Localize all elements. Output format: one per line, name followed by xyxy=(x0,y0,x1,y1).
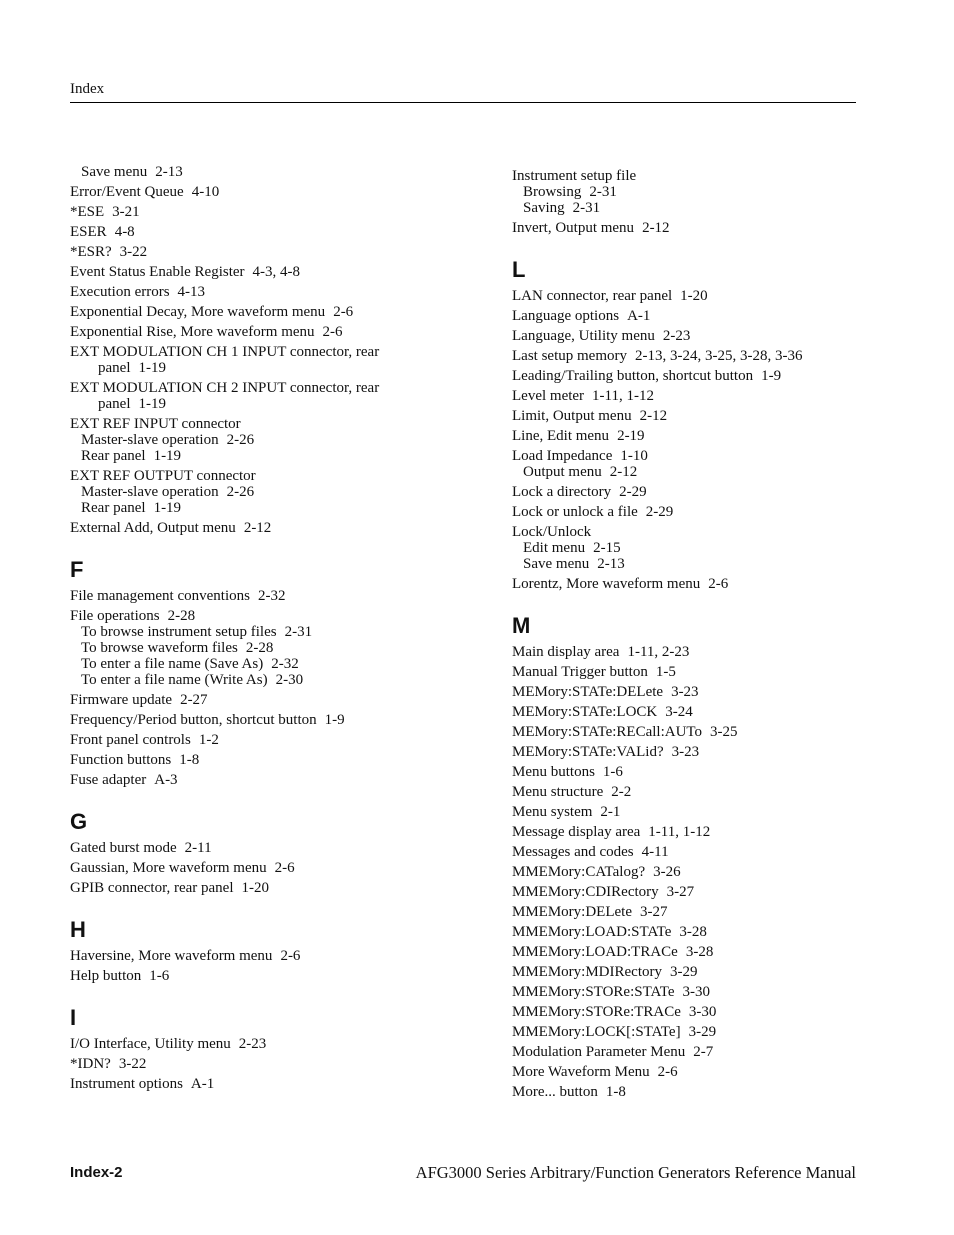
index-subentry xyxy=(70,448,470,464)
index-entry-pages: 3-24 xyxy=(665,704,693,720)
index-entry-pages: 2-15 xyxy=(593,540,621,556)
index-entry-term: Event Status Enable Register xyxy=(70,264,245,280)
index-entry-pages: 2-28 xyxy=(167,608,196,624)
index-entry-pages: 2-27 xyxy=(180,692,208,708)
index-entry-term: Master-slave operation xyxy=(81,432,219,448)
index-entry-pages: A-1 xyxy=(190,1076,215,1092)
index-entry-pages: 3-27 xyxy=(639,904,668,920)
index-entry-term: I/O Interface, Utility menu xyxy=(70,1036,231,1052)
index-entry xyxy=(70,184,470,200)
index-entry-term: Instrument options xyxy=(70,1076,183,1092)
index-entry xyxy=(70,304,470,320)
index-entry xyxy=(512,644,862,660)
index-subentry xyxy=(70,656,470,672)
index-subentry xyxy=(70,640,470,656)
index-entry-term: Menu structure xyxy=(512,784,604,800)
index-entry-term: EXT MODULATION CH 1 INPUT connector, rear xyxy=(70,344,380,360)
index-entry-term: Menu system xyxy=(512,804,593,820)
index-entry-term: Exponential Rise, More waveform menu xyxy=(70,324,315,340)
index-entry xyxy=(512,804,862,820)
index-entry xyxy=(512,328,862,344)
index-entry-term: MEMory:STATe:RECall:AUTo xyxy=(512,724,703,740)
index-entry-term: Function buttons xyxy=(70,752,172,768)
index-entry xyxy=(512,408,862,424)
index-entry-pages: 2-13 xyxy=(597,556,625,572)
index-entry xyxy=(512,484,862,500)
index-entry-pages: 3-22 xyxy=(118,1056,147,1072)
index-entry xyxy=(512,684,862,700)
index-entry-term: Lorentz, More waveform menu xyxy=(512,576,701,592)
index-entry xyxy=(512,984,862,1000)
index-entry-pages: 2-30 xyxy=(275,672,304,688)
index-entry xyxy=(512,1004,862,1020)
index-entry-pages: 2-26 xyxy=(226,432,255,448)
index-entry-pages: 2-6 xyxy=(708,576,729,592)
index-entry xyxy=(70,860,470,876)
index-entry-pages: 2-7 xyxy=(693,1044,714,1060)
index-entry-pages: 2-19 xyxy=(617,428,645,444)
index-entry-pages: 2-32 xyxy=(271,656,299,672)
index-entry-term: MMEMory:LOAD:STATe xyxy=(512,924,672,940)
index-entry-term: Language, Utility menu xyxy=(512,328,655,344)
index-entry-pages: 1-11, 1-12 xyxy=(592,388,654,404)
index-subentry xyxy=(512,540,862,556)
index-entry-term: Main display area xyxy=(512,644,620,660)
index-entry-pages: 3-28 xyxy=(679,924,707,940)
index-entry-pages: 1-10 xyxy=(620,448,648,464)
index-entry-pages: 4-13 xyxy=(177,284,206,300)
footer-page-number: Index-2 xyxy=(70,1164,123,1181)
index-entry xyxy=(512,576,862,592)
index-entry xyxy=(512,348,862,364)
index-entry-term: *ESE xyxy=(70,204,105,220)
index-entry-pages: 1-19 xyxy=(153,448,182,464)
index-entry-term: Browsing xyxy=(523,184,582,200)
index-letter-heading: I xyxy=(70,1005,77,1030)
index-entry-pages: 3-23 xyxy=(671,684,699,700)
index-entry-pages: 4-11 xyxy=(641,844,669,860)
index-entry xyxy=(70,968,470,984)
index-entry-term: Lock or unlock a file xyxy=(512,504,638,520)
index-entry-pages: 2-23 xyxy=(662,328,691,344)
index-entry xyxy=(70,204,470,220)
index-entry xyxy=(70,1076,470,1092)
index-column-right xyxy=(512,164,862,1100)
index-entry xyxy=(512,744,862,760)
index-entry-pages: 2-32 xyxy=(257,588,286,604)
index-entry-term: MMEMory:DELete xyxy=(512,904,632,920)
index-entry-pages: 2-12 xyxy=(642,220,670,236)
footer-manual-title: AFG3000 Series Arbitrary/Function Generators Reference Manual xyxy=(415,1163,856,1182)
index-letter-heading: F xyxy=(70,557,84,582)
index-entry-pages: 2-13, 3-24, 3-25, 3-28, 3-36 xyxy=(634,348,803,364)
index-entry xyxy=(70,244,470,260)
index-entry-pages: 1-11, 1-12 xyxy=(648,824,711,840)
index-column-left xyxy=(70,164,470,1092)
index-entry-pages: 2-23 xyxy=(238,1036,267,1052)
index-subentry xyxy=(70,432,470,448)
index-entry-pages: 3-29 xyxy=(688,1024,717,1040)
index-subentry xyxy=(512,464,862,480)
index-entry-pages: A-1 xyxy=(627,308,651,324)
index-entry-pages: 2-12 xyxy=(243,520,272,536)
index-entry-term: Level meter xyxy=(512,388,585,404)
index-entry xyxy=(70,1056,470,1072)
index-entry-term: *IDN? xyxy=(70,1056,111,1072)
index-entry-term: GPIB connector, rear panel xyxy=(70,880,234,896)
index-entry xyxy=(70,468,470,484)
index-entry xyxy=(512,864,862,880)
index-entry-term: Modulation Parameter Menu xyxy=(512,1044,686,1060)
index-entry-pages: 1-9 xyxy=(324,712,345,728)
index-entry xyxy=(512,1064,862,1080)
index-entry-pages: 3-22 xyxy=(119,244,148,260)
index-entry xyxy=(70,344,470,376)
index-entry-pages: 3-28 xyxy=(685,944,714,960)
index-subentry xyxy=(512,184,862,200)
index-entry-term: Lock a directory xyxy=(512,484,612,500)
index-entry-term: ESER xyxy=(70,224,107,240)
index-entry-pages: 2-26 xyxy=(226,484,255,500)
index-entry-pages: 3-27 xyxy=(666,884,695,900)
index-entry xyxy=(512,1044,862,1060)
index-entry-term: EXT REF OUTPUT connector xyxy=(70,468,256,484)
index-entry-pages: 2-2 xyxy=(611,784,632,800)
index-entry-pages: 3-30 xyxy=(682,984,710,1000)
index-entry xyxy=(512,784,862,800)
index-entry xyxy=(512,368,862,384)
index-entry-term: Master-slave operation xyxy=(81,484,219,500)
index-entry-term: Load Impedance xyxy=(512,448,613,464)
index-entry xyxy=(70,840,470,856)
index-entry-pages: 2-31 xyxy=(572,200,601,216)
index-entry-pages: 4-10 xyxy=(191,184,220,200)
index-entry-pages: 3-21 xyxy=(112,204,140,220)
index-entry-term: Limit, Output menu xyxy=(512,408,632,424)
index-entry-term: More Waveform Menu xyxy=(512,1064,650,1080)
index-entry-term: To enter a file name (Save As) xyxy=(81,656,264,672)
index-entry-term: Gated burst mode xyxy=(70,840,177,856)
index-entry-term: External Add, Output menu xyxy=(70,520,236,536)
index-entry-pages: 1-6 xyxy=(149,968,170,984)
index-entry-pages: 1-9 xyxy=(761,368,782,384)
header-title: Index xyxy=(70,81,105,97)
index-entry xyxy=(512,428,862,444)
index-entry-pages: 2-1 xyxy=(600,804,621,820)
index-entry-term: Message display area xyxy=(512,824,641,840)
index-entry-pages: 4-8 xyxy=(114,224,135,240)
index-subentry xyxy=(70,624,470,640)
index-entry-term: MEMory:STATe:VALid? xyxy=(512,744,664,760)
index-entry-term: Edit menu xyxy=(523,540,586,556)
index-entry xyxy=(512,704,862,720)
index-entry-pages: 3-30 xyxy=(688,1004,717,1020)
index-entry-term: Manual Trigger button xyxy=(512,664,648,680)
index-entry-pages: 2-29 xyxy=(619,484,647,500)
index-entry xyxy=(70,520,470,536)
index-entry xyxy=(512,844,862,860)
index-subentry xyxy=(512,556,862,572)
index-entry xyxy=(512,824,862,840)
index-entry-pages: 2-6 xyxy=(280,948,301,964)
index-entry-pages: 1-19 xyxy=(153,500,182,516)
index-entry xyxy=(70,948,470,964)
index-entry-pages: 2-6 xyxy=(322,324,343,340)
index-entry-pages: 1-2 xyxy=(198,732,219,748)
index-entry-term: Leading/Trailing button, shortcut button xyxy=(512,368,754,384)
index-letter-heading: G xyxy=(70,809,88,834)
index-entry-term: Frequency/Period button, shortcut button xyxy=(70,712,317,728)
index-entry-term: Help button xyxy=(70,968,142,984)
index-entry xyxy=(512,524,862,540)
index-entry-term: Lock/Unlock xyxy=(512,524,592,540)
index-entry-term: Error/Event Queue xyxy=(70,184,184,200)
index-entry xyxy=(512,504,862,520)
index-entry-term: MMEMory:MDIRectory xyxy=(512,964,662,980)
index-subentry xyxy=(70,500,470,516)
index-entry-pages: 1-8 xyxy=(605,1084,626,1100)
index-entry xyxy=(512,288,862,304)
index-entry xyxy=(512,1024,862,1040)
index-entry xyxy=(512,924,862,940)
index-entry-pages: 2-6 xyxy=(333,304,354,320)
index-entry-term: More... button xyxy=(512,1084,598,1100)
index-entry-pages: 3-29 xyxy=(670,964,698,980)
index-entry-term: To enter a file name (Write As) xyxy=(81,672,268,688)
index-entry-pages: 2-6 xyxy=(274,860,295,876)
index-entry-pages: 1-20 xyxy=(241,880,269,896)
index-entry-term: Line, Edit menu xyxy=(512,428,610,444)
index-entry xyxy=(70,772,470,788)
index-entry xyxy=(70,264,470,280)
index-entry-pages: 4-3, 4-8 xyxy=(252,264,301,280)
index-entry xyxy=(512,308,862,324)
index-entry-pages: 1-20 xyxy=(680,288,708,304)
index-entry-pages: 2-29 xyxy=(645,504,674,520)
index-entry xyxy=(512,964,862,980)
index-entry xyxy=(70,416,470,432)
index-entry xyxy=(512,944,862,960)
index-entry-term: Rear panel xyxy=(81,500,146,516)
index-letter-heading: H xyxy=(70,917,86,942)
index-entry-term: *ESR? xyxy=(70,244,112,260)
index-entry-term: Front panel controls xyxy=(70,732,191,748)
index-entry-term: File operations xyxy=(70,608,160,624)
index-entry-term: Messages and codes xyxy=(512,844,634,860)
index-entry xyxy=(70,588,470,604)
index-entry-term: Saving xyxy=(523,200,565,216)
index-entry-term: To browse waveform files xyxy=(81,640,238,656)
index-entry xyxy=(512,904,862,920)
index-entry-pages: 3-26 xyxy=(653,864,681,880)
index-entry-term: Gaussian, More waveform menu xyxy=(70,860,267,876)
index-entry xyxy=(512,664,862,680)
index-entry-term: Firmware update xyxy=(70,692,173,708)
index-entry-term: Rear panel xyxy=(81,448,146,464)
index-entry-term: MMEMory:CDIRectory xyxy=(512,884,659,900)
index-entry xyxy=(70,224,470,240)
index-subentry xyxy=(70,164,470,180)
index-entry-pages: 2-31 xyxy=(284,624,313,640)
index-entry xyxy=(512,884,862,900)
index-entry-term: File management conventions xyxy=(70,588,250,604)
index-entry xyxy=(70,608,470,624)
index-entry-term: MMEMory:STORe:STATe xyxy=(512,984,675,1000)
index-letter-heading: M xyxy=(512,613,531,638)
index-entry xyxy=(70,752,470,768)
index-entry xyxy=(70,692,470,708)
index-entry-pages: 1-6 xyxy=(602,764,623,780)
index-entry xyxy=(512,724,862,740)
index-subentry xyxy=(512,200,862,216)
index-entry-term: Fuse adapter xyxy=(70,772,147,788)
index-entry-term: MMEMory:LOCK[:STATe] xyxy=(512,1024,681,1040)
index-entry-pages: 2-12 xyxy=(639,408,668,424)
index-entry-continuation: panel 1-19 xyxy=(98,360,166,376)
index-entry-term: Execution errors xyxy=(70,284,170,300)
index-entry-term: Invert, Output menu xyxy=(512,220,635,236)
index-entry-pages: 1-19 xyxy=(138,360,166,376)
index-entry-term: EXT MODULATION CH 2 INPUT connector, rear xyxy=(70,380,380,396)
index-entry-term: Save menu xyxy=(81,164,148,180)
index-entry-term: MEMory:STATe:LOCK xyxy=(512,704,658,720)
index-entry-pages: 2-11 xyxy=(184,840,212,856)
index-entry-term: Language options xyxy=(512,308,620,324)
index-entry xyxy=(512,388,862,404)
index-entry-term: Haversine, More waveform menu xyxy=(70,948,273,964)
index-entry-pages: 3-25 xyxy=(710,724,738,740)
page-header xyxy=(70,79,856,103)
index-entry xyxy=(512,1084,862,1100)
index-entry-pages: 2-28 xyxy=(245,640,274,656)
index-letter-heading: L xyxy=(512,257,526,282)
index-entry xyxy=(70,380,470,412)
index-entry xyxy=(70,712,470,728)
index-entry-continuation: panel 1-19 xyxy=(98,396,166,412)
index-entry xyxy=(70,324,470,340)
index-entry-term: MMEMory:LOAD:TRACe xyxy=(512,944,678,960)
index-entry-pages: 1-5 xyxy=(655,664,676,680)
index-entry-pages: 1-8 xyxy=(179,752,200,768)
index-entry-pages: A-3 xyxy=(154,772,178,788)
index-entry xyxy=(512,220,862,236)
index-entry-term: Exponential Decay, More waveform menu xyxy=(70,304,326,320)
index-entry-pages: 1-19 xyxy=(138,396,166,412)
index-subentry xyxy=(70,672,470,688)
index-entry-pages: 1-11, 2-23 xyxy=(627,644,690,660)
index-entry xyxy=(512,764,862,780)
index-entry-pages: 3-23 xyxy=(671,744,700,760)
index-entry-term: Output menu xyxy=(523,464,602,480)
index-entry xyxy=(70,284,470,300)
index-entry-pages: 2-13 xyxy=(155,164,183,180)
index-entry-pages: 2-6 xyxy=(657,1064,678,1080)
index-entry-term: LAN connector, rear panel xyxy=(512,288,673,304)
index-entry-term: MMEMory:STORe:TRACe xyxy=(512,1004,681,1020)
index-entry xyxy=(512,448,862,464)
index-entry-term: Instrument setup file xyxy=(512,168,637,184)
index-entry-term: Last setup memory xyxy=(512,348,627,364)
index-entry-term: EXT REF INPUT connector xyxy=(70,416,241,432)
index-entry xyxy=(70,732,470,748)
index-entry xyxy=(512,168,862,184)
index-entry xyxy=(70,1036,470,1052)
index-entry xyxy=(70,880,470,896)
index-subentry xyxy=(70,484,470,500)
index-entry-pages: 2-12 xyxy=(609,464,638,480)
index-entry-term: Save menu xyxy=(523,556,590,572)
index-entry-term: To browse instrument setup files xyxy=(81,624,277,640)
index-entry-term: Menu buttons xyxy=(512,764,595,780)
index-entry-pages: 2-31 xyxy=(589,184,617,200)
index-entry-term: MEMory:STATe:DELete xyxy=(512,684,664,700)
index-entry-term: MMEMory:CATalog? xyxy=(512,864,646,880)
